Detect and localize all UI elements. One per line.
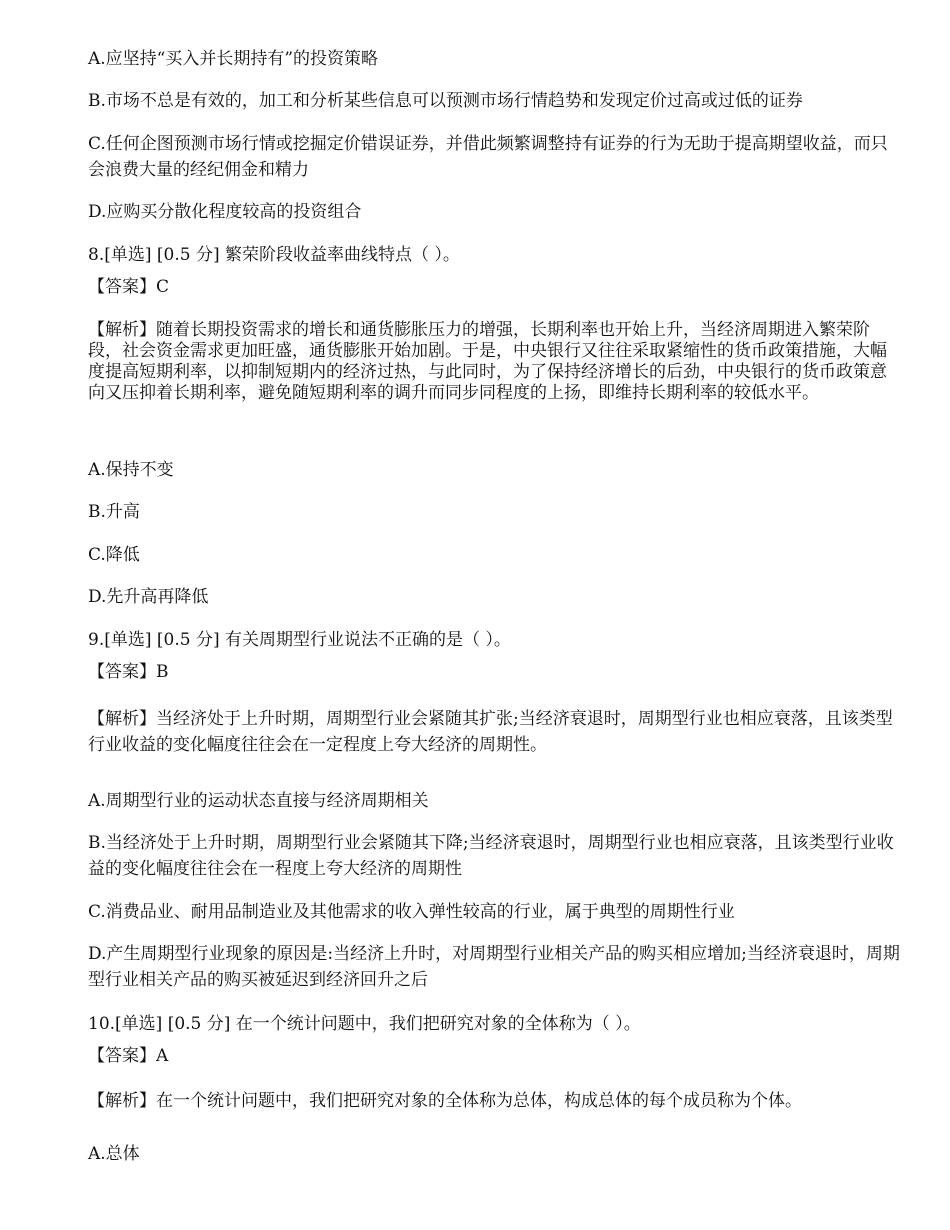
option-c-q9: C.消费品业、耐用品制造业及其他需求的收入弹性较高的行业，属于典型的周期性行业 bbox=[88, 902, 735, 922]
option-a-q8: A.保持不变 bbox=[88, 460, 174, 480]
option-b-q9: B.当经济处于上升时期，周期型行业会紧随其下降;当经济衰退时，周期型行业也相应衰落，且该类型行业收益的变化幅度往往会在一程度上夸大经济的周期性 bbox=[88, 833, 894, 879]
option-d-q8: D.先升高再降低 bbox=[88, 587, 209, 607]
analysis-10: 【解析】在一个统计问题中，我们把研究对象的全体称为总体，构成总体的每个成员称为个体。 bbox=[88, 1091, 802, 1111]
answer-8: 【答案】C bbox=[88, 277, 170, 297]
option-d-q7: D.应购买分散化程度较高的投资组合 bbox=[88, 202, 362, 222]
analysis-9: 【解析】当经济处于上升时期，周期型行业会紧随其扩张;当经济衰退时，周期型行业也相应衰落，且该类型行业收益的变化幅度往往会在一定程度上夸大经济的周期性。 bbox=[88, 709, 893, 755]
option-a-q10: A.总体 bbox=[88, 1144, 140, 1164]
question-8: 8.[单选] [0.5 分] 繁荣阶段收益率曲线特点（ ）。 bbox=[88, 245, 460, 265]
option-b-q8: B.升高 bbox=[88, 502, 140, 522]
option-b-q7: B.市场不总是有效的，加工和分析某些信息可以预测市场行情趋势和发现定价过高或过低的证券 bbox=[88, 91, 803, 111]
answer-9: 【答案】B bbox=[88, 662, 169, 682]
question-9: 9.[单选] [0.5 分] 有关周期型行业说法不正确的是（ ）。 bbox=[88, 630, 511, 650]
question-10: 10.[单选] [0.5 分] 在一个统计问题中，我们把研究对象的全体称为（ ）。 bbox=[88, 1014, 641, 1034]
option-d-q9: D.产生周期型行业现象的原因是:当经济上升时，对周期型行业相关产品的购买相应增加;当经济衰退时，周期型行业相关产品的购买被延迟到经济回升之后 bbox=[88, 944, 900, 990]
analysis-8: 【解析】随着长期投资需求的增长和通货膨胀压力的增强，长期利率也开始上升，当经济周期进入繁荣阶段，社会资金需求更加旺盛，通货膨胀开始加剧。于是，中央银行又往往采取紧缩性的货币政策措施，大幅度提高短期利率，以抑制短期内的经济过热，与此同时，为了保持经济增长的后劲，中央银行的货币政策意向又压抑着长期利率，避免随短期利率的调升而同步同程度的上扬，即维持长期利率的较低水平。 bbox=[88, 320, 887, 403]
answer-10: 【答案】A bbox=[88, 1046, 169, 1066]
option-a-q9: A.周期型行业的运动状态直接与经济周期相关 bbox=[88, 791, 429, 811]
option-c-q7: C.任何企图预测市场行情或挖掘定价错误证券，并借此频繁调整持有证券的行为无助于提高期望收益，而只会浪费大量的经纪佣金和精力 bbox=[88, 134, 888, 180]
option-a-q7: A.应坚持“买入并长期持有”的投资策略 bbox=[88, 49, 379, 69]
option-c-q8: C.降低 bbox=[88, 545, 140, 565]
